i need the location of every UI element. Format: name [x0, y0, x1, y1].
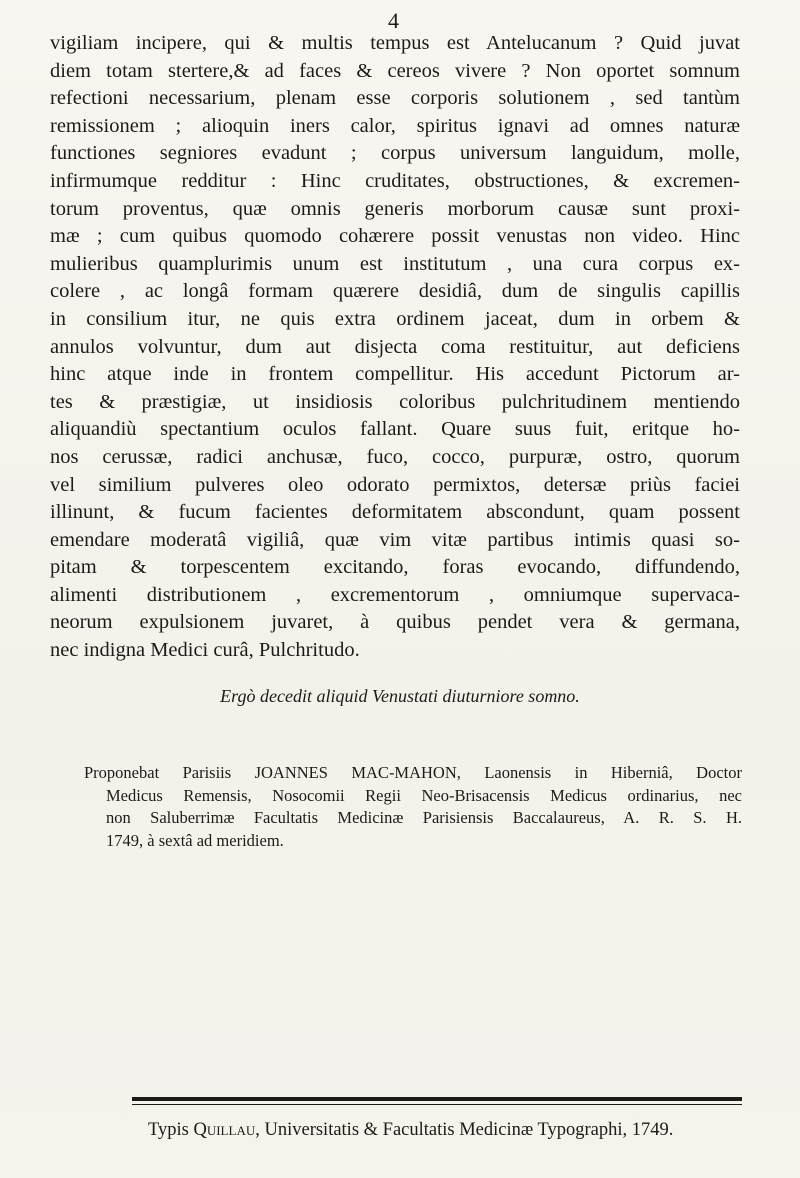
body-line: functiones segniores evadunt ; corpus universum languidum, molle,	[50, 142, 740, 165]
body-line: nec indigna Medici curâ, Pulchritudo.	[50, 639, 360, 662]
defense-line: non Saluberrimæ Facultatis Medicinæ Parisiensis Baccalaureus, A. R. S. H.	[106, 808, 742, 827]
thesis-body-text	[50, 30, 740, 665]
body-line: infirmumque redditur : Hinc cruditates, obstructiones, & excremen-	[50, 169, 740, 192]
body-line: vel similium pulveres oleo odorato permixtos, detersæ priùs faciei	[50, 473, 740, 496]
body-line: mulieribus quamplurimis unum est institutum , una cura corpus ex-	[50, 252, 740, 275]
body-line: aliquandiù spectantium oculos fallant. Quare suus fuit, eritque ho-	[50, 418, 740, 441]
body-line: mæ ; cum quibus quomodo cohærere possit venustas non video. Hinc	[50, 225, 740, 248]
defense-line: Proponebat Parisiis JOANNES MAC-MAHON, Laonensis in Hiberniâ, Doctor	[84, 763, 742, 782]
body-line: alimenti distributionem , excrementorum , omniumque supervaca-	[50, 583, 740, 606]
thesis-question: Ergò decedit aliquid Venustati diuturniore somno.	[220, 686, 580, 706]
printer-imprint	[148, 1120, 758, 1141]
defense-notice	[84, 762, 742, 852]
body-line: torum proventus, quæ omnis generis morborum causæ sunt proxi-	[50, 197, 740, 220]
body-line: in consilium itur, ne quis extra ordinem jaceat, dum in orbem &	[50, 307, 740, 330]
page-number: 4	[388, 8, 399, 33]
body-line: vigiliam incipere, qui & multis tempus est Antelucanum ? Quid juvat	[50, 32, 740, 54]
imprint-printer: Quillau	[193, 1120, 256, 1140]
body-line: tes & præstigiæ, ut insidiosis coloribus pulchritudinem mentiendo	[50, 390, 740, 413]
body-line: neorum expulsionem juvaret, à quibus pendet vera & germana,	[50, 611, 740, 634]
imprint-prefix: Typis	[148, 1120, 189, 1140]
body-line: illinunt, & fucum facientes deformitatem abscondunt, quam possent	[50, 501, 740, 524]
body-line: annulos volvuntur, dum aut disjecta coma restituitur, aut deficiens	[50, 335, 740, 358]
body-line: refectioni necessarium, plenam esse corporis solutionem , sed tantùm	[50, 87, 740, 110]
double-rule-thick	[132, 1097, 742, 1101]
body-line: emendare moderatâ vigiliâ, quæ vim vitæ partibus intimis quasi so-	[50, 528, 740, 551]
body-line: remissionem ; alioquin iners calor, spiritus ignavi ad omnes naturæ	[50, 114, 740, 137]
body-line: diem totam stertere,& ad faces & cereos vivere ? Non oportet somnum	[50, 59, 740, 82]
double-rule-thin	[132, 1104, 742, 1105]
defense-line: 1749, à sextâ ad meridiem.	[106, 830, 284, 850]
body-line: nos cerussæ, radici anchusæ, fuco, cocco, purpuræ, ostro, quorum	[50, 445, 740, 468]
defense-line: Medicus Remensis, Nosocomii Regii Neo-Brisacensis Medicus ordinarius, nec	[106, 785, 742, 805]
imprint-rest: , Universitatis & Facultatis Medicinæ Typographi, 1749.	[255, 1120, 674, 1140]
body-line: pitam & torpescentem excitando, foras evocando, diffundendo,	[50, 556, 740, 579]
body-line: colere , ac longâ formam quærere desidiâ, dum de singulis capillis	[50, 280, 740, 303]
body-line: hinc atque inde in frontem compellitur. His accedunt Pictorum ar-	[50, 363, 740, 386]
